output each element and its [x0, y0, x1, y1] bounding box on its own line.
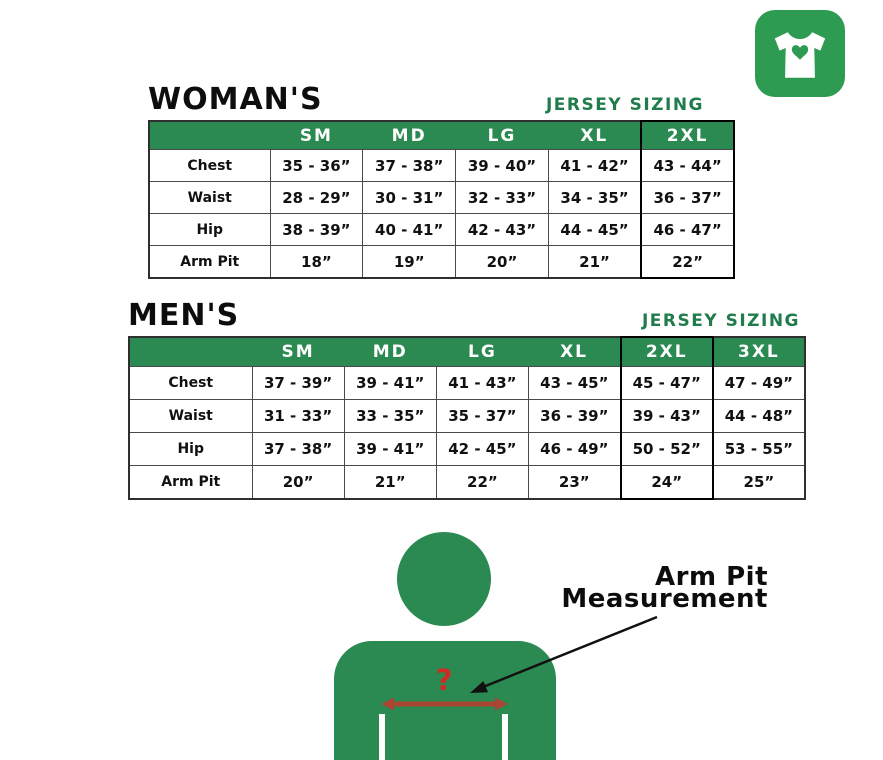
- row-label-header: [149, 121, 270, 150]
- size-value-cell: 37 - 39”: [252, 367, 344, 400]
- size-value-cell: 45 - 47”: [621, 367, 713, 400]
- size-value-cell: 43 - 44”: [641, 150, 734, 182]
- figure-head: [397, 532, 491, 626]
- size-value-cell: 21”: [548, 246, 641, 279]
- size-column-header: XL: [548, 121, 641, 150]
- row-label: Arm Pit: [129, 466, 252, 500]
- size-column-header: 2XL: [621, 337, 713, 367]
- size-value-cell: 22”: [641, 246, 734, 279]
- size-column-header: 2XL: [641, 121, 734, 150]
- tshirt-glyph: [766, 20, 834, 88]
- size-value-cell: 35 - 36”: [270, 150, 363, 182]
- row-label: Arm Pit: [149, 246, 270, 279]
- size-value-cell: 28 - 29”: [270, 182, 363, 214]
- row-label: Waist: [149, 182, 270, 214]
- table-row: [149, 150, 734, 182]
- table-row: [149, 182, 734, 214]
- size-value-cell: 39 - 43”: [621, 400, 713, 433]
- size-value-cell: 22”: [436, 466, 528, 500]
- question-mark: ?: [435, 663, 453, 697]
- size-value-cell: 23”: [528, 466, 620, 500]
- size-value-cell: 50 - 52”: [621, 433, 713, 466]
- size-value-cell: 24”: [621, 466, 713, 500]
- size-header-row: [129, 337, 805, 367]
- size-column-header: MD: [363, 121, 456, 150]
- size-column-header: LG: [456, 121, 549, 150]
- size-value-cell: 39 - 40”: [456, 150, 549, 182]
- size-column-header: XL: [528, 337, 620, 367]
- size-value-cell: 33 - 35”: [344, 400, 436, 433]
- table-row: [129, 466, 805, 500]
- size-column-header: SM: [252, 337, 344, 367]
- size-value-cell: 35 - 37”: [436, 400, 528, 433]
- row-label: Waist: [129, 400, 252, 433]
- mens-sizing-section: [128, 298, 806, 500]
- womens-title: WOMAN'S: [148, 82, 323, 117]
- size-value-cell: 31 - 33”: [252, 400, 344, 433]
- size-value-cell: 36 - 39”: [528, 400, 620, 433]
- row-label: Chest: [149, 150, 270, 182]
- size-value-cell: 21”: [344, 466, 436, 500]
- size-value-cell: 46 - 49”: [528, 433, 620, 466]
- mens-subtitle: JERSEY SIZING: [641, 311, 800, 331]
- row-label-header: [129, 337, 252, 367]
- size-value-cell: 30 - 31”: [363, 182, 456, 214]
- womens-sizing-section: [148, 82, 735, 279]
- size-column-header: LG: [436, 337, 528, 367]
- size-value-cell: 40 - 41”: [363, 214, 456, 246]
- figure-arm-seam-left: [379, 714, 385, 760]
- womens-subtitle: JERSEY SIZING: [545, 95, 704, 115]
- table-row: [129, 400, 805, 433]
- size-value-cell: 46 - 47”: [641, 214, 734, 246]
- table-row: [149, 214, 734, 246]
- size-value-cell: 32 - 33”: [456, 182, 549, 214]
- size-value-cell: 41 - 42”: [548, 150, 641, 182]
- size-value-cell: 47 - 49”: [713, 367, 805, 400]
- armpit-measurement-label: [540, 562, 768, 614]
- figure-arm-seam-right: [502, 714, 508, 760]
- size-value-cell: 41 - 43”: [436, 367, 528, 400]
- size-value-cell: 44 - 48”: [713, 400, 805, 433]
- table-row: [129, 367, 805, 400]
- size-value-cell: 36 - 37”: [641, 182, 734, 214]
- size-value-cell: 19”: [363, 246, 456, 279]
- size-value-cell: 42 - 45”: [436, 433, 528, 466]
- size-value-cell: 43 - 45”: [528, 367, 620, 400]
- womens-sizing-table: [148, 120, 735, 279]
- row-label: Hip: [129, 433, 252, 466]
- size-column-header: 3XL: [713, 337, 805, 367]
- table-row: [129, 433, 805, 466]
- size-value-cell: 44 - 45”: [548, 214, 641, 246]
- row-label: Hip: [149, 214, 270, 246]
- table-row: [149, 246, 734, 279]
- row-label: Chest: [129, 367, 252, 400]
- mens-sizing-table: [128, 336, 806, 500]
- size-value-cell: 42 - 43”: [456, 214, 549, 246]
- size-header-row: [149, 121, 734, 150]
- size-value-cell: 37 - 38”: [363, 150, 456, 182]
- size-value-cell: 38 - 39”: [270, 214, 363, 246]
- size-value-cell: 20”: [456, 246, 549, 279]
- size-column-header: SM: [270, 121, 363, 150]
- armpit-label-line1: Arm Pit: [655, 562, 768, 592]
- size-value-cell: 39 - 41”: [344, 367, 436, 400]
- size-value-cell: 37 - 38”: [252, 433, 344, 466]
- size-value-cell: 53 - 55”: [713, 433, 805, 466]
- size-column-header: MD: [344, 337, 436, 367]
- size-value-cell: 18”: [270, 246, 363, 279]
- size-value-cell: 34 - 35”: [548, 182, 641, 214]
- mens-title: MEN'S: [128, 298, 240, 333]
- size-value-cell: 20”: [252, 466, 344, 500]
- armpit-label-line2: Measurement: [561, 584, 768, 614]
- figure-torso: [334, 641, 556, 760]
- tshirt-heart-icon: [755, 10, 845, 97]
- size-value-cell: 25”: [713, 466, 805, 500]
- size-value-cell: 39 - 41”: [344, 433, 436, 466]
